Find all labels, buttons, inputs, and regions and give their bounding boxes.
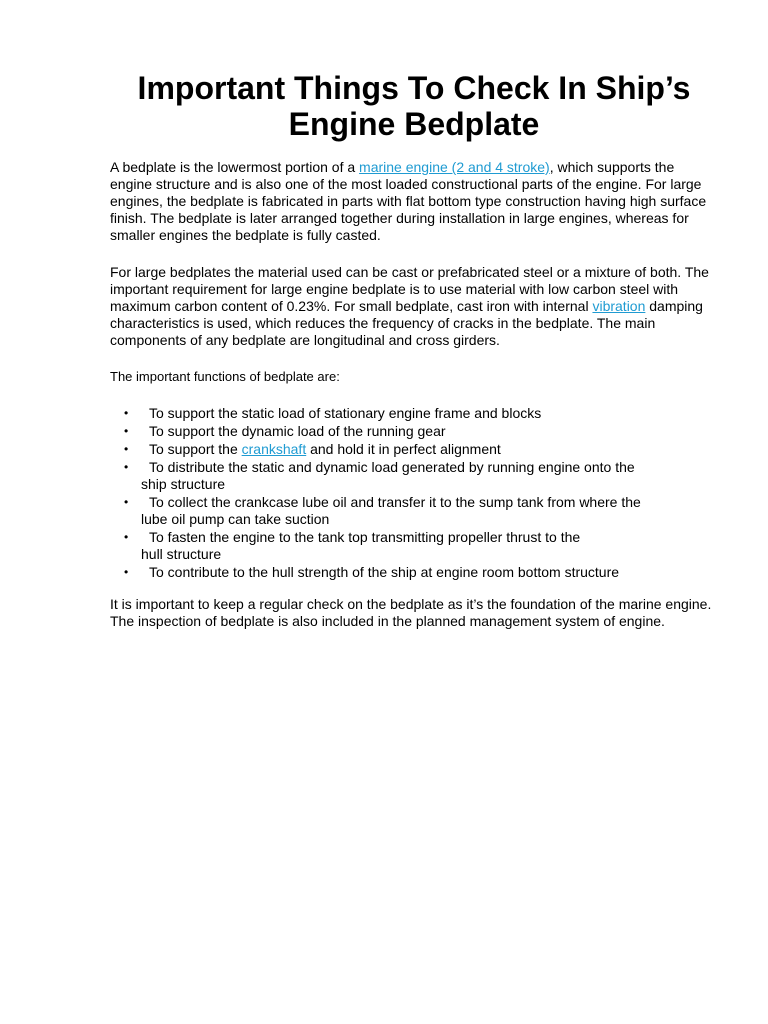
- list-item-text-before-link: To support the: [149, 441, 242, 457]
- list-item-continuation: ship structure: [141, 476, 226, 492]
- document-page: [110, 70, 718, 630]
- list-item: [110, 441, 718, 458]
- intro-paragraph: [110, 159, 718, 244]
- list-item: [110, 405, 718, 422]
- bullet-icon: •: [124, 460, 129, 474]
- bullet-icon: •: [124, 406, 129, 420]
- marine-engine-link[interactable]: marine engine (2 and 4 stroke): [359, 159, 550, 175]
- material-text-before-link: For large bedplates the material used can be cast or prefabricated steel or a mixture of both. The important requirement for large engine bedplate is to use material with low carbon steel with maximum carbon content of 0.23%. For small bedplate, cast iron with internal: [110, 264, 709, 314]
- functions-list: [110, 405, 718, 581]
- bullet-icon: •: [124, 442, 129, 456]
- intro-text-after-link: , which supports the engine structure and is also one of the most loaded constructional parts of the engine. For large engines, the bedplate is fabricated in parts with flat bottom type construction having high surface finish. The bedplate is later arranged together during installation in large engines, whereas for smaller engines the bedplate is fully casted.: [110, 159, 707, 243]
- list-item: [110, 564, 718, 581]
- intro-text-before-link: A bedplate is the lowermost portion of a: [110, 159, 360, 175]
- list-item: [110, 423, 718, 440]
- list-item: [110, 494, 718, 528]
- list-item-text: To collect the crankcase lube oil and transfer it to the sump tank from where the: [149, 494, 641, 510]
- material-paragraph: [110, 264, 718, 349]
- list-item: [110, 529, 718, 563]
- bullet-icon: •: [124, 565, 129, 579]
- list-item-continuation: hull structure: [141, 546, 222, 562]
- closing-paragraph: It is important to keep a regular check on the bedplate as it’s the foundation of the marine engine. The inspection of bedplate is also included in the planned management system of engine.: [110, 596, 712, 629]
- crankshaft-link[interactable]: crankshaft: [241, 441, 307, 457]
- list-item-text: To support the dynamic load of the running gear: [149, 423, 446, 439]
- material-text-after-link: damping characteristics is used, which reduces the frequency of cracks in the bedplate. The main components of any bedplate are longitudinal and cross girders.: [110, 298, 703, 348]
- list-item-text-after-link: and hold it in perfect alignment: [306, 441, 501, 457]
- list-item-text: [149, 441, 718, 458]
- bullet-icon: •: [124, 424, 129, 438]
- page-title: Important Things To Check In Ship’s Engine Bedplate: [137, 70, 691, 142]
- vibration-link[interactable]: vibration: [592, 298, 646, 314]
- list-item-text: To support the static load of stationary engine frame and blocks: [149, 405, 542, 421]
- list-item-text: To distribute the static and dynamic load generated by running engine onto the: [149, 459, 635, 475]
- functions-intro: The important functions of bedplate are:: [110, 369, 340, 384]
- bullet-icon: •: [124, 495, 129, 509]
- list-item-text: To fasten the engine to the tank top transmitting propeller thrust to the: [149, 529, 581, 545]
- list-item-text: To contribute to the hull strength of the ship at engine room bottom structure: [149, 564, 620, 580]
- list-item: [110, 459, 718, 493]
- list-item-continuation: lube oil pump can take suction: [141, 511, 330, 527]
- bullet-icon: •: [124, 530, 129, 544]
